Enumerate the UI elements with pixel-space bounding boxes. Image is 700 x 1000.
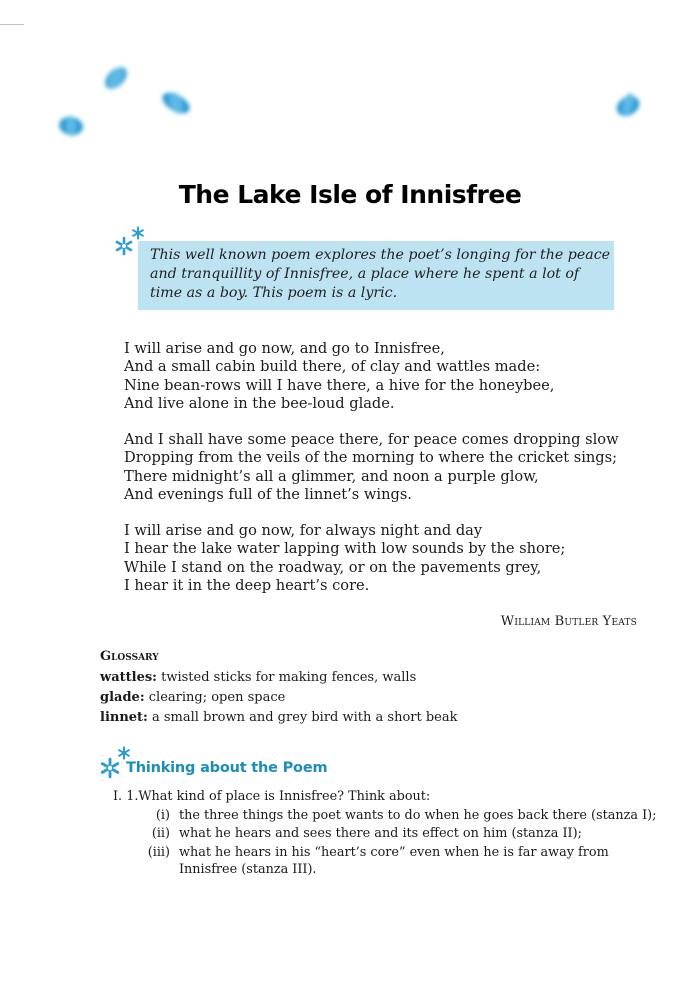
poem-line: Nine bean-rows will I have there, a hive for the honeybee, (124, 376, 555, 394)
subquestion-marker: (ii) (151, 826, 170, 841)
glossary-term: wattles: (100, 670, 157, 685)
section-heading: Thinking about the Poem (126, 760, 328, 776)
subquestion-text: Innisfree (stanza III). (179, 862, 317, 877)
poem-line: I will arise and go now, for always night and day (124, 522, 483, 539)
splash-icon (607, 84, 649, 124)
splash-icon (52, 108, 90, 144)
glossary-definition: clearing; open space (148, 690, 286, 705)
poem-line: And evenings full of the linnet’s wings. (124, 486, 412, 504)
poem-stanza-2 (124, 431, 619, 505)
question-number: I. 1. (113, 789, 139, 804)
poem-line: Dropping from the veils of the morning to where the cricket sings; (124, 449, 618, 467)
poem-line: While I stand on the roadway, or on the pavements grey, (124, 558, 542, 576)
poem-author: William Butler Yeats (500, 614, 637, 629)
subquestion-text: what he hears and sees there and its effect on him (stanza II); (179, 826, 582, 841)
poem-line: There midnight’s all a glimmer, and noon a purple glow, (124, 467, 539, 485)
intro-line: and tranquillity of Innisfree, a place where he spent a lot of (150, 266, 580, 282)
poem-line: I will arise and go now, and go to Innisfree, (124, 340, 445, 357)
subquestion-text: the three things the poet wants to do when he goes back there (stanza I); (179, 808, 657, 823)
splash-icon (154, 84, 198, 122)
glossary-heading: Glossary (100, 649, 159, 664)
subquestion-marker: (iii) (147, 845, 170, 860)
asterisk-icon (117, 746, 131, 760)
glossary-item (100, 690, 285, 705)
glossary-term: glade: (100, 690, 145, 705)
corner-rule (0, 24, 24, 25)
splash-icon (96, 58, 136, 98)
intro-line: This well known poem explores the poet’s longing for the peace (150, 247, 611, 263)
poem-stanza-3 (124, 522, 565, 596)
glossary-definition: twisted sticks for making fences, walls (161, 670, 417, 685)
page-title: The Lake Isle of Innisfree (178, 180, 522, 209)
intro-box (138, 241, 614, 310)
poem-line: I hear it in the deep heart’s core. (124, 577, 370, 595)
poem-line: And a small cabin build there, of clay and wattles made: (124, 358, 541, 376)
glossary-term: linnet: (100, 710, 148, 725)
question-text: What kind of place is Innisfree? Think about: (138, 789, 431, 804)
glossary-item (100, 710, 458, 725)
question-1 (113, 789, 430, 804)
intro-line: time as a boy. This poem is a lyric. (150, 285, 398, 301)
poem-line: And I shall have some peace there, for peace comes dropping slow (124, 431, 619, 448)
poem-line: I hear the lake water lapping with low sounds by the shore; (124, 540, 566, 558)
poem-line: And live alone in the bee-loud glade. (124, 395, 395, 413)
subquestion-text: what he hears in his “heart’s core” even when he is far away from (179, 845, 609, 860)
poem-stanza-1 (124, 340, 554, 414)
asterisk-icon (99, 757, 121, 779)
glossary-item (100, 670, 416, 685)
glossary-definition: a small brown and grey bird with a short beak (152, 710, 458, 725)
subquestion-marker: (i) (155, 808, 170, 823)
asterisk-icon (131, 226, 145, 240)
